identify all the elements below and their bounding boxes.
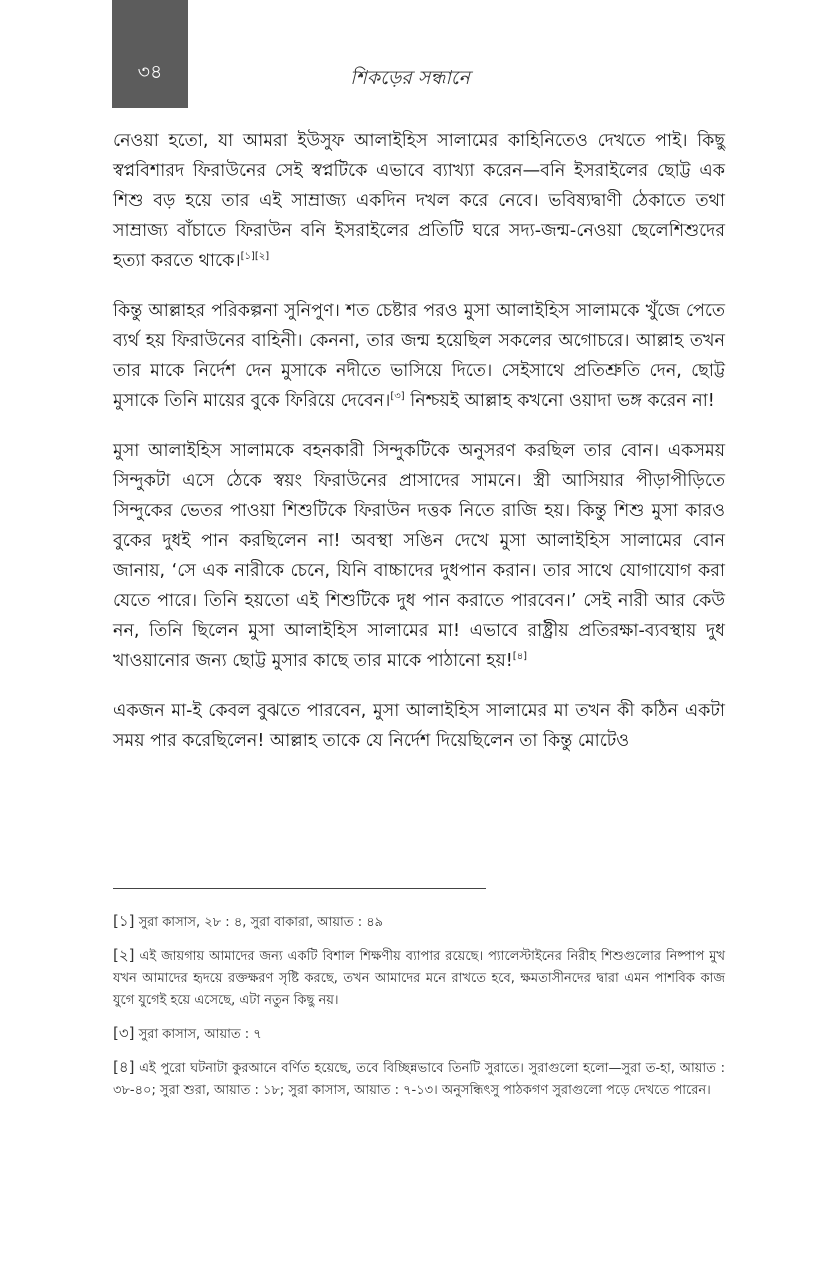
footnote-text: এই জায়গায় আমাদের জন্য একটি বিশাল শিক্ষণীয় ব্যাপার রয়েছে। প্যালেস্টাইনের নিরীহ শিশুগুলোর নিষ্পাপ মুখ যখন আমাদের হৃদয়ে রক্তক্ষরণ সৃষ্টি করছে, তখন আমাদের মনে রাখতে হবে, ক্ষমতাসীনদের দ্বারা এমন পাশবিক কাজ যুগে যুগেই হয়ে এসেছে, এটা নতুন কিছু নয়। [113,949,725,1008]
footnote-marker: [২] [113,946,135,964]
running-title: শিকড়ের সন্ধানে [350,67,470,89]
footnote [113,1056,725,1102]
footnote-divider [113,888,486,889]
footnote-marker: [১] [113,912,135,930]
footnote-marker: [৪] [113,1058,135,1076]
paragraph-text: নেওয়া হতো, যা আমরা ইউসুফ আলাইহিস সালামের কাহিনিতেও দেখতে পাই। কিছু স্বপ্নবিশারদ ফিরাউনের সেই স্বপ্নটিকে এভাবে ব্যাখ্যা করেন—বনি ইসরাইলের ছোট্ট এক শিশু বড় হয়ে তার এই সাম্রাজ্য একদিন দখল করে নেবে। ভবিষ্যদ্বাণী ঠেকাতে তথা সাম্রাজ্য বাঁচাতে ফিরাউন বনি ইসরাইলের প্রতিটি ঘরে সদ্য-জন্ম-নেওয়া ছেলেশিশুদের হত্যা করতে থাকে। [113,131,725,271]
page-number: ৩৪ [137,61,163,83]
footnote-text: সুরা কাসাস, ২৮ : ৪, সুরা বাকারা, আয়াত : ৪৯ [134,915,384,930]
paragraph-text: কিন্তু আল্লাহর পরিকল্পনা সুনিপুণ। শত চেষ্টার পরও মুসা আলাইহিস সালামকে খুঁজে পেতে ব্যর্থ হয় ফিরাউনের বাহিনী। কেননা, তার জন্ম হয়েছিল সকলের অগোচরে। আল্লাহ তখন তার মাকে নির্দেশ দেন মুসাকে নদীতে ভাসিয়ে দিতে। সেইসাথে প্রতিশ্রুতি দেন, ছোট্ট মুসাকে তিনি মায়ের বুকে ফিরিয়ে দেবেন। [113,301,725,411]
footnote-text: এই পুরো ঘটনাটা কুরআনে বর্ণিত হয়েছে, তবে বিচ্ছিন্নভাবে তিনটি সুরাতে। সুরাগুলো হলো—সুরা ত-হা, আয়াত : ৩৮-৪০; সুরা শুরা, আয়াত : ১৮; সুরা কাসাস, আয়াত : ৭-১৩। অনুসন্ধিৎসু পাঠকগণ সুরাগুলো পড়ে দেখতে পারেন। [113,1061,725,1098]
footnote-marker: [৩] [113,1024,135,1042]
paragraph-text: একজন মা-ই কেবল বুঝতে পারবেন, মুসা আলাইহিস সালামের মা তখন কী কঠিন একটা সময় পার করেছিলেন! আল্লাহ তাকে যে নির্দেশ দিয়েছিলেন তা কিন্তু মোটেও [113,701,725,751]
footnote [113,910,725,934]
paragraph [113,436,725,676]
paragraph [113,296,725,416]
footnotes [113,910,725,1112]
paragraph [113,126,725,276]
page-number-tab [112,0,188,108]
paragraph-text-tail: নিশ্চয়ই আল্লাহ কখনো ওয়াদা ভঙ্গ করেন না! [404,391,715,411]
footnote-ref[interactable]: [১][২] [240,251,270,262]
footnote [113,944,725,1012]
footnote [113,1022,725,1046]
paragraph-text: মুসা আলাইহিস সালামকে বহনকারী সিন্দুকটিকে অনুসরণ করছিল তার বোন। একসময় সিন্দুকটা এসে ঠেকে স্বয়ং ফিরাউনের প্রাসাদের সামনে। স্ত্রী আসিয়ার পীড়াপীড়িতে সিন্দুকের ভেতর পাওয়া শিশুটিকে ফিরাউন দত্তক নিতে রাজি হয়। কিন্তু শিশু মুসা কারও বুকের দুধই পান করছিলেন না! অবস্থা সঙিন দেখে মুসা আলাইহিস সালামের বোন জানায়, ‘সে এক নারীকে চেনে, যিনি বাচ্চাদের দুধপান করান। তার সাথে যোগাযোগ করা যেতে পারে। তিনি হয়তো এই শিশুটিকে দুধ পান করাতে পারবেন।’ সেই নারী আর কেউ নন, তিনি ছিলেন মুসা আলাইহিস সালামের মা! এভাবে রাষ্ট্রীয় প্রতিরক্ষা-ব্যবস্থায় দুধ খাওয়ানোর জন্য ছোট্ট মুসার কাছে তার মাকে পাঠানো হয়! [113,441,725,671]
footnote-text: সুরা কাসাস, আয়াত : ৭ [134,1027,262,1042]
footnote-ref[interactable]: [৪] [512,651,528,662]
footnote-ref[interactable]: [৩] [390,391,405,402]
paragraph [113,696,725,756]
body-text [113,126,725,776]
